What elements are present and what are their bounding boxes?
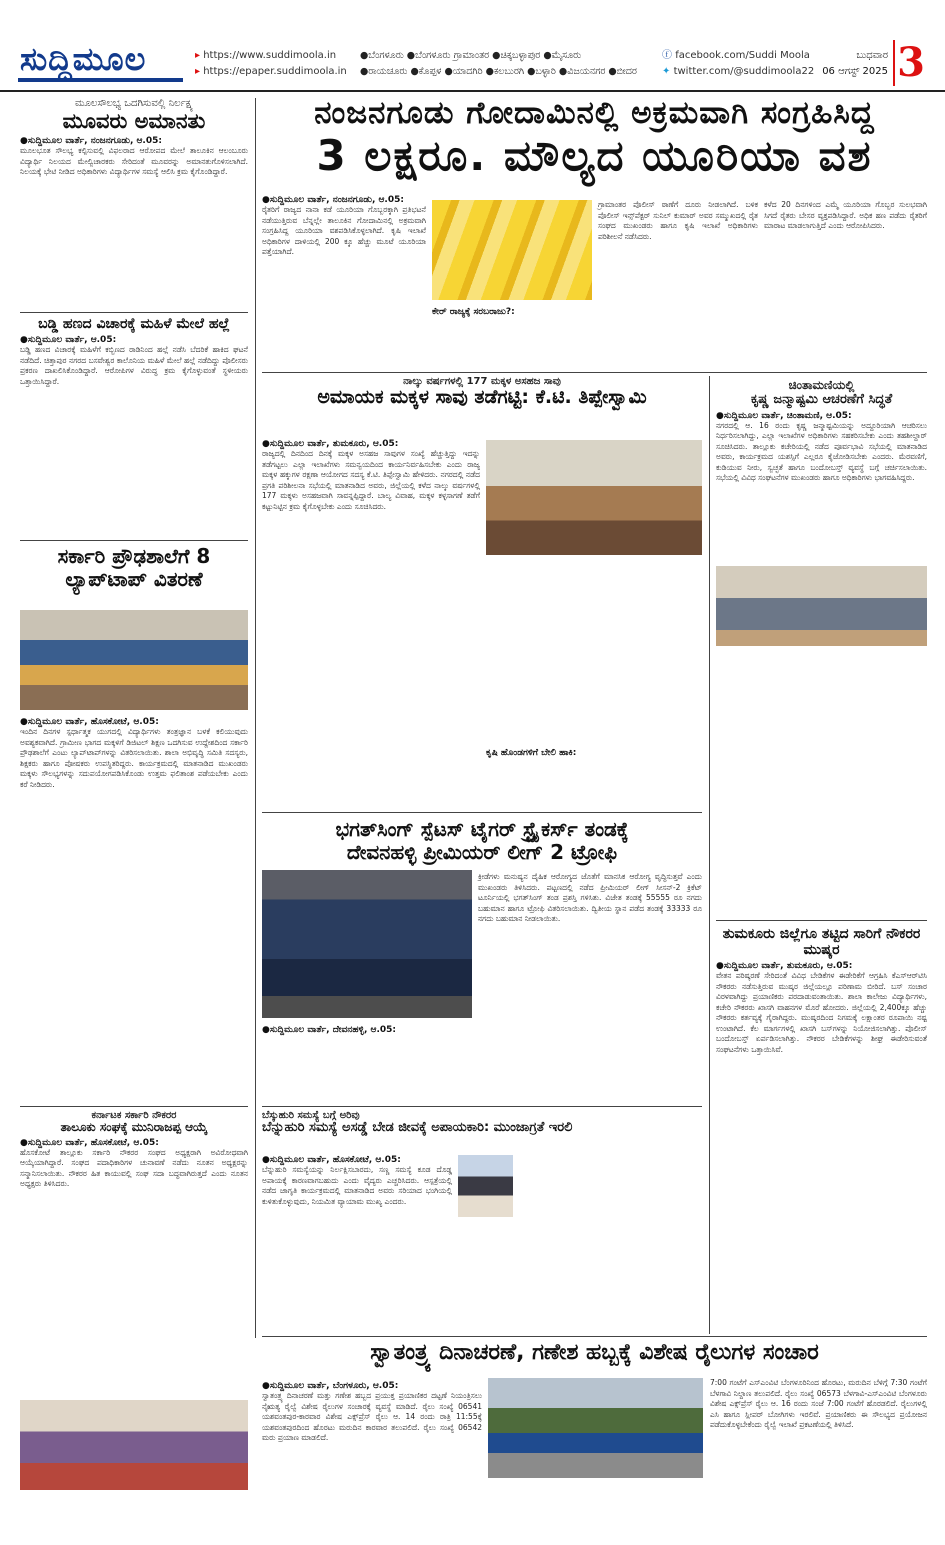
article-byline: ●ಸುದ್ದಿಮೂಲ ವಾರ್ತೆ, ಹೊಸಕೋಟೆ, ಆ.05:: [262, 1155, 401, 1165]
article-cricket-body: [478, 872, 702, 925]
urea-sacks-photo: [432, 200, 592, 300]
article-kicker: ಚಿಂತಾಮಣಿಯಲ್ಲಿ: [788, 378, 855, 392]
article-laptops-body: [20, 714, 248, 790]
article-headline: ಬಡ್ಡಿ ಹಣದ ವಿಚಾರಕ್ಕೆ ಮಹಿಳೆ ಮೇಲೆ ಹಲ್ಲೆ: [38, 316, 230, 332]
article-special-trains-body: [262, 1378, 482, 1444]
article-byline: ●ಸುದ್ದಿಮೂಲ ವಾರ್ತೆ, ನಂಜನಗೂಡು, ಆ.05:: [262, 195, 404, 205]
district-row: ●ಬೆಂಗಳೂರು ●ಬೆಂಗಳೂರು ಗ್ರಾಮಾಂತರ ●ಚಿಕ್ಕಬಳ್ಳಾಪುರ ●ಮೈಸೂರು: [360, 50, 582, 61]
article-child-deaths: [262, 376, 702, 409]
twitter-link[interactable]: twitter.com/@suddimoola22: [673, 66, 815, 77]
logo-underline: [18, 78, 183, 82]
divider: [262, 1106, 702, 1107]
article-spine-body: [262, 1152, 452, 1207]
facebook-link[interactable]: facebook.com/Suddi Moola: [675, 50, 810, 61]
lead-headline-line2: 3 ಲಕ್ಷರೂ. ಮೌಲ್ಯದ ಯೂರಿಯಾ ವಶ: [316, 130, 873, 180]
divider: [716, 920, 927, 921]
lead-story-headline: [262, 96, 927, 180]
article-byline: ●ಸುದ್ದಿಮೂಲ ವಾರ್ತೆ, ತುಮಕೂರು, ಆ.05:: [262, 439, 399, 449]
cricket-team-photo: [262, 870, 472, 1018]
district-editions: [360, 48, 650, 80]
article-body: ಬಡ್ಡಿ ಹಣದ ವಿಚಾರಕ್ಕೆ ಮಹಿಳೆಗೆ ಕಬ್ಬಿಣದ ರಾಡಿನಿಂದ ಹಲ್ಲೆ ನಡೆಸಿ ಬೆದರಿಕೆ ಹಾಕಿದ ಘಟನೆ ನಡೆದಿದೆ. ಚಿತ್ತಾಪುರ ನಗರದ ಬಸವೇಶ್ವರ ಕಾಲೊನಿಯ ಮಹಿಳೆ ಮೇಲೆ ಹಲ್ಲೆ ನಡೆದಿದ್ದು ಪೊಲೀಸರು ಪ್ರಕರಣ ದಾಖಲಿಸಿಕೊಂಡಿದ್ದಾರೆ. ಆರೋಪಿಗಳ ವಿರುದ್ಧ ಕ್ರಮ ಕೈಗೊಳ್ಳುವಂತೆ ಸ್ಥಳೀಯರು ಒತ್ತಾಯಿಸಿದ್ದಾರೆ.: [20, 345, 248, 386]
article-kicker: ನಾಲ್ಕು ವರ್ಷಗಳಲ್ಲಿ 177 ಮಕ್ಕಳ ಅಸಹಜ ಸಾವು: [403, 376, 561, 387]
article-body: ರಾಜ್ಯದಲ್ಲಿ ದಿನದಿಂದ ದಿನಕ್ಕೆ ಮಕ್ಕಳ ಅಸಹಜ ಸಾವುಗಳ ಸಂಖ್ಯೆ ಹೆಚ್ಚುತ್ತಿದ್ದು ಇದನ್ನು ತಡೆಗಟ್ಟಲು ಎಲ್ಲಾ ಇಲಾಖೆಗಳು ಸಮನ್ವಯದಿಂದ ಕಾರ್ಯನಿರ್ವಹಿಸಬೇಕು ಎಂದು ರಾಜ್ಯ ಮಕ್ಕಳ ಹಕ್ಕುಗಳ ರಕ್ಷಣಾ ಆಯೋಗದ ಸದಸ್ಯ ಕೆ.ಟಿ. ತಿಪ್ಪೇಸ್ವಾಮಿ ಹೇಳಿದರು. ನಗರದಲ್ಲಿ ನಡೆದ ಪ್ರಗತಿ ಪರಿಶೀಲನಾ ಸಭೆಯಲ್ಲಿ ಮಾತನಾಡಿದ ಅವರು, ಜಿಲ್ಲೆಯಲ್ಲಿ ಕಳೆದ ನಾಲ್ಕು ವರ್ಷಗಳಲ್ಲಿ 177 ಮಕ್ಕಳು ಅಸಹಜವಾಗಿ ಸಾವನ್ನಪ್ಪಿದ್ದಾರೆ. ಬಾಲ್ಯ ವಿವಾಹ, ಮಕ್ಕಳ ಕಳ್ಳಸಾಗಣೆ ತಡೆಗೆ ಕಟ್ಟುನಿಟ್ಟಿನ ಕ್ರಮ ಕೈಗೊಳ್ಳಬೇಕು ಎಂದು ಸೂಚಿಸಿದರು.: [262, 449, 480, 511]
article-cricket-byline: [262, 1022, 472, 1035]
article-laptops: [20, 545, 248, 591]
article-headline: ಸ್ವಾತಂತ್ರ್ಯ ದಿನಾಚರಣೆ, ಗಣೇಶ ಹಬ್ಬಕ್ಕೆ ವಿಶೇಷ ರೈಲುಗಳ ಸಂಚಾರ: [370, 1340, 819, 1365]
article-spine: [262, 1110, 702, 1136]
article-subhead: ಕೇರ್ ರಾಜ್ಯಕ್ಕೆ ಸರಬರಾಜು?:: [432, 307, 515, 317]
article-assault: [20, 316, 248, 387]
article-body: ಮೂಲಭೂತ ಸೌಲಭ್ಯ ಕಲ್ಪಿಸುವಲ್ಲಿ ವಿಫಲರಾದ ಆರೋಪದ ಮೇಲೆ ತಾಲೂಕಿನ ಆಲಂಬೂರು ವಿದ್ಯಾರ್ಥಿ ನಿಲಯದ ಮೇಲ್ವಿಚಾರಕರು ಸೇರಿದಂತೆ ಮೂವರನ್ನು ಅಮಾನತುಗೊಳಿಸಲಾಗಿದೆ. ನಿಲಯಕ್ಕೆ ಭೇಟಿ ನೀಡಿದ ಅಧಿಕಾರಿಗಳು ವಿದ್ಯಾರ್ಥಿಗಳ ಸಮಸ್ಯೆ ಆಲಿಸಿ ಕ್ರಮ ಕೈಗೊಂಡಿದ್ದಾರೆ.: [20, 146, 248, 177]
page-number: 3: [893, 40, 927, 86]
facebook-icon: ⓕ: [662, 50, 672, 61]
union-felicitation-photo: [20, 1400, 248, 1490]
article-kicker: ಬೆಸ್ಕುಹುರಿ ಸಮಸ್ಯೆ ಬಗ್ಗೆ ಅರಿವು: [262, 1110, 360, 1121]
article-headline: ಬೆನ್ನುಹುರಿ ಸಮಸ್ಯೆ ಅಸಡ್ಡೆ ಬೇಡ ಜೀವಕ್ಕೆ ಅಪಾಯಕಾರಿ: ಮುಂಜಾಗ್ರತೆ ಇರಲಿ: [262, 1120, 573, 1135]
article-headline-line2: ದೇವನಹಳ್ಳಿ ಪ್ರೀಮಿಯರ್ ಲೀಗ್ 2 ಟ್ರೋಫಿ: [346, 840, 618, 864]
article-cricket: [262, 818, 702, 864]
article-body: ಕ್ರೀಡೆಗಳು ಮನುಷ್ಯನ ದೈಹಿಕ ಆರೋಗ್ಯದ ಜೊತೆಗೆ ಮಾನಸಿಕ ಆರೋಗ್ಯ ವೃದ್ಧಿಸುತ್ತವೆ ಎಂದು ಮುಖಂಡರು ತಿಳಿಸಿದರು. ಪಟ್ಟಣದಲ್ಲಿ ನಡೆದ ಪ್ರೀಮಿಯರ್ ಲೀಗ್ ಸೀಸನ್-2 ಕ್ರಿಕೆಟ್ ಟೂರ್ನಿಯಲ್ಲಿ ಭಗತ್‌ಸಿಂಗ್ ತಂಡ ಪ್ರಶಸ್ತಿ ಗಳಿಸಿತು. ವಿಜೇತ ತಂಡಕ್ಕೆ 55555 ರೂ ನಗದು ಬಹುಮಾನ ಹಾಗೂ ಟ್ರೋಫಿ ವಿತರಿಸಲಾಯಿತು. ದ್ವಿತೀಯ ಸ್ಥಾನ ಪಡೆದ ತಂಡಕ್ಕೆ 33333 ರೂ ನಗದು ಬಹುಮಾನ ನೀಡಲಾಯಿತು.: [478, 872, 702, 923]
article-special-trains-body2: [710, 1378, 927, 1431]
divider: [20, 1106, 248, 1107]
article-subhead: ಕೃಷಿ ಹೊಂಡಗಳಿಗೆ ಬೇಲಿ ಹಾಕಿ:: [486, 748, 577, 758]
article-body: ಕಳೆದ 20 ದಿನಗಳಿಂದ ಎಮ್ಮೆ ಯೂರಿಯಾ ಗೊಬ್ಬರ ಸುಲಭವಾಗಿ ಸಿಗದೆ ರೈತರು ಬೇಸರ ವ್ಯಕ್ತಪಡಿಸಿದ್ದಾರೆ. ಅಧಿಕ ಹಣ ಪಡೆದು ರೈತರಿಗೆ ಮಾರಾಟ ಮಾಡಲಾಗುತ್ತಿದೆ ಎಂದು ಆರೋಪಿಸಿದರು.: [764, 200, 927, 230]
article-body: ಗ್ರಾಮಾಂತರ ಪೊಲೀಸ್ ಠಾಣೆಗೆ ದೂರು ನೀಡಲಾಗಿದೆ. ಬಳಿಕ ಪೊಲೀಸ್ ಇನ್ಸ್‌ಪೆಕ್ಟರ್ ಸುನಿಲ್ ಕುಮಾರ್ ಅವರ ಸಮ್ಮುಖದಲ್ಲಿ ರೈತ ಸಂಘದ ಮುಖಂಡರು ಹಾಗೂ ಕೃಷಿ ಇಲಾಖೆ ಅಧಿಕಾರಿಗಳು ಪರಿಶೀಲನೆ ನಡೆಸಿದರು.: [598, 200, 758, 241]
article-transport-strike: [716, 926, 927, 1055]
article-byline: ●ಸುದ್ದಿಮೂಲ ವಾರ್ತೆ, ಹೊಸಕೋಟೆ, ಆ.05:: [20, 1137, 159, 1148]
article-body: ಇಂದಿನ ದಿನಗಳ ಸ್ಪರ್ಧಾತ್ಮಕ ಯುಗದಲ್ಲಿ ವಿದ್ಯಾರ್ಥಿಗಳು ತಂತ್ರಜ್ಞಾನ ಬಳಕೆ ಕಲಿಯುವುದು ಅವಶ್ಯಕವಾಗಿದೆ. ಗ್ರಾಮೀಣ ಭಾಗದ ಮಕ್ಕಳಿಗೆ ಡಿಜಿಟಲ್ ಶಿಕ್ಷಣ ಒದಗಿಸುವ ಉದ್ದೇಶದಿಂದ ಸರ್ಕಾರಿ ಪ್ರೌಢಶಾಲೆಗೆ ಎಂಟು ಲ್ಯಾಪ್‌ಟಾಪ್‌ಗಳನ್ನು ವಿತರಿಸಲಾಯಿತು. ಶಾಲಾ ಅಭಿವೃದ್ಧಿ ಸಮಿತಿ ಸದಸ್ಯರು, ಶಿಕ್ಷಕರು ಹಾಗೂ ಪೋಷಕರು ಉಪಸ್ಥಿತರಿದ್ದರು. ಕಾರ್ಯಕ್ರಮದಲ್ಲಿ ಮಾತನಾಡಿದ ಮುಖಂಡರು ಮಕ್ಕಳು ಸೌಲಭ್ಯಗಳನ್ನು ಸದುಪಯೋಗಪಡಿಸಿಕೊಂಡು ಉತ್ತಮ ಫಲಿತಾಂಶ ಪಡೆಯಬೇಕು ಎಂದು ಕರೆ ನೀಡಿದರು.: [20, 727, 248, 789]
article-byline: ●ಸುದ್ದಿಮೂಲ ವಾರ್ತೆ, ತುಮಕೂರು, ಆ.05:: [716, 961, 853, 972]
article-union: [20, 1110, 248, 1190]
lead-story-col3: [598, 200, 758, 242]
article-headline-line1: ಭಗತ್‌ಸಿಂಗ್ ಸ್ಪೆಟಸ್ ಟೈಗರ್ ಸ್ಟ್ರೈಕರ್ಸ್ ತಂಡಕ್ಕೆ: [335, 817, 629, 841]
article-body: ವೇತನ ಪರಿಷ್ಕರಣೆ ಸೇರಿದಂತೆ ವಿವಿಧ ಬೇಡಿಕೆಗಳ ಈಡೇರಿಕೆಗೆ ಆಗ್ರಹಿಸಿ ಕೆಎಸ್ಆರ್‌ಟಿಸಿ ನೌಕರರು ನಡೆಸುತ್ತಿರುವ ಮುಷ್ಕರ ಜಿಲ್ಲೆಯಲ್ಲೂ ಪರಿಣಾಮ ಬೀರಿದೆ. ಬಸ್ ಸಂಚಾರ ವಿರಳವಾಗಿದ್ದು ಪ್ರಯಾಣಿಕರು ಪರದಾಡುವಂತಾಯಿತು. ಶಾಲಾ ಕಾಲೇಜು ವಿದ್ಯಾರ್ಥಿಗಳು, ಕಚೇರಿ ನೌಕರರು ಖಾಸಗಿ ವಾಹನಗಳ ಮೊರೆ ಹೋದರು. ಜಿಲ್ಲೆಯಲ್ಲಿ 2,400ಕ್ಕೂ ಹೆಚ್ಚು ನೌಕರರು ಕರ್ತವ್ಯಕ್ಕೆ ಗೈರಾಗಿದ್ದರು. ಮುಷ್ಕರದಿಂದ ನಿಗಮಕ್ಕೆ ಲಕ್ಷಾಂತರ ರೂಪಾಯಿ ನಷ್ಟ ಉಂಟಾಗಿದೆ. ಕೆಲ ಮಾರ್ಗಗಳಲ್ಲಿ ಖಾಸಗಿ ಬಸ್‌ಗಳನ್ನು ನಿಯೋಜಿಸಲಾಗಿತ್ತು. ಪೊಲೀಸ್ ಬಂದೋಬಸ್ತ್ ಏರ್ಪಡಿಸಲಾಗಿತ್ತು. ನೌಕರರ ಬೇಡಿಕೆಗಳನ್ನು ಶೀಘ್ರ ಈಡೇರಿಸುವಂತೆ ಸಂಘಟನೆಗಳು ಒತ್ತಾಯಿಸಿವೆ.: [716, 971, 927, 1054]
divider: [20, 312, 248, 313]
article-byline: ●ಸುದ್ದಿಮೂಲ ವಾರ್ತೆ, ಹೊಸಕೋಟೆ, ಆ.05:: [20, 717, 159, 727]
article-headline: ತುಮಕೂರು ಜಿಲ್ಲೆಗೂ ತಟ್ಟಿದ ಸಾರಿಗೆ ನೌಕರರ ಮುಷ್ಕರ: [722, 926, 921, 959]
article-byline: ●ಸುದ್ದಿಮೂಲ ವಾರ್ತೆ, ಬೆಂಗಳೂರು, ಆ.05:: [262, 1381, 399, 1391]
article-body: ಹೊಸಕೋಟೆ ತಾಲ್ಲೂಕು ಸರ್ಕಾರಿ ನೌಕರರ ಸಂಘದ ಅಧ್ಯಕ್ಷರಾಗಿ ಅವಿರೋಧವಾಗಿ ಆಯ್ಕೆಯಾಗಿದ್ದಾರೆ. ಸಂಘದ ಪದಾಧಿಕಾರಿಗಳ ಚುನಾವಣೆ ನಡೆದು ನೂತನ ಅಧ್ಯಕ್ಷರನ್ನು ಸನ್ಮಾನಿಸಲಾಯಿತು. ನೌಕರರ ಹಿತ ಕಾಯುವಲ್ಲಿ ಸಂಘ ಸದಾ ಬದ್ಧವಾಗಿರುತ್ತದೆ ಎಂದು ನೂತನ ಅಧ್ಯಕ್ಷರು ತಿಳಿಸಿದರು.: [20, 1147, 248, 1189]
divider: [20, 540, 248, 541]
column-divider: [255, 98, 256, 1338]
article-kicker: ಕರ್ನಾಟಕ ಸರ್ಕಾರಿ ನೌಕರರ: [91, 1110, 177, 1121]
trains-photo: [488, 1378, 703, 1478]
article-byline: ●ಸುದ್ದಿಮೂಲ ವಾರ್ತೆ, ದೇವನಹಳ್ಳಿ, ಆ.05:: [262, 1025, 396, 1035]
article-byline: ●ಸುದ್ದಿಮೂಲ ವಾರ್ತೆ, ಚಿಂತಾಮಣಿ, ಆ.05:: [716, 410, 852, 421]
article-headline: ಮೂವರು ಅಮಾನತು: [62, 109, 206, 133]
newspaper-logo: ಸುದ್ದಿಮೂಲ: [20, 40, 147, 78]
school-event-photo: [20, 610, 248, 710]
district-row: ●ರಾಯಚೂರು ●ಕೊಪ್ಪಳ ●ಯಾದಗಿರಿ ●ಕಲಬುರಗಿ ●ಬಳ್ಳಾರಿ ●ವಿಜಯನಗರ ●ಬೀದರ: [360, 66, 637, 77]
lead-story-col2: [432, 304, 592, 318]
issue-date-text: 06 ಆಗಸ್ಟ್ 2025: [822, 66, 888, 77]
article-headline: ಕೃಷ್ಣ ಜನ್ಮಾಷ್ಟಮಿ ಆಚರಣೆಗೆ ಸಿದ್ಧತೆ: [750, 392, 893, 407]
article-body: ಬೆನ್ನುಹುರಿ ಸಮಸ್ಯೆಯನ್ನು ನಿರ್ಲಕ್ಷಿಸಬಾರದು, ಸಣ್ಣ ಸಮಸ್ಯೆ ಕೂಡ ದೊಡ್ಡ ಅಪಾಯಕ್ಕೆ ಕಾರಣವಾಗಬಹುದು ಎಂದು ವೈದ್ಯರು ಎಚ್ಚರಿಸಿದರು. ಆಸ್ಪತ್ರೆಯಲ್ಲಿ ನಡೆದ ಜಾಗೃತಿ ಕಾರ್ಯಕ್ರಮದಲ್ಲಿ ಮಾತನಾಡಿದ ಅವರು ಸರಿಯಾದ ಭಂಗಿಯಲ್ಲಿ ಕುಳಿತುಕೊಳ್ಳುವುದು, ನಿಯಮಿತ ವ್ಯಾಯಾಮ ಮುಖ್ಯ ಎಂದರು.: [262, 1165, 452, 1206]
article-janmashtami: [716, 378, 927, 484]
issue-date: [818, 48, 888, 80]
social-links: [662, 48, 814, 80]
preparation-meeting-photo: [716, 566, 927, 646]
lead-story-col4: [764, 200, 927, 232]
twitter-icon: ✦: [662, 66, 671, 77]
article-headline: ಸರ್ಕಾರಿ ಪ್ರೌಢಶಾಲೆಗೆ 8 ಲ್ಯಾಪ್‌ಟಾಪ್ ವಿತರಣೆ: [57, 544, 211, 591]
doctor-portrait-photo: [458, 1155, 513, 1217]
article-body: ಸ್ವಾತಂತ್ರ್ಯ ದಿನಾಚರಣೆ ಮತ್ತು ಗಣೇಶ ಹಬ್ಬದ ಪ್ರಯುಕ್ತ ಪ್ರಯಾಣಿಕರ ದಟ್ಟಣೆ ನಿಯಂತ್ರಿಸಲು ನೈಋತ್ಯ ರೈಲ್ವೆ ವಿಶೇಷ ರೈಲುಗಳ ಸಂಚಾರಕ್ಕೆ ವ್ಯವಸ್ಥೆ ಮಾಡಿದೆ. ರೈಲು ಸಂಖ್ಯೆ 06541 ಯಶವಂತಪುರ-ಕಾರವಾರ ವಿಶೇಷ ಎಕ್ಸ್‌ಪ್ರೆಸ್ ರೈಲು ಆ. 14 ರಂದು ರಾತ್ರಿ 11:55ಕ್ಕೆ ಯಶವಂತಪುರದಿಂದ ಹೊರಟು ಮರುದಿನ ಕಾರವಾರ ತಲುಪಲಿದೆ. ರೈಲು ಸಂಖ್ಯೆ 06542 ಮರು ಪ್ರಯಾಣ ಮಾಡಲಿದೆ.: [262, 1391, 482, 1442]
article-suspension: [20, 98, 248, 178]
lead-story-col1: [262, 192, 426, 258]
column-divider: [709, 376, 710, 1334]
article-kicker: ಮೂಲಸೌಲಭ್ಯ ಒದಗಿಸುವಲ್ಲಿ ನಿರ್ಲಕ್ಷ್ಯ: [75, 98, 193, 109]
lead-headline-line1: ನಂಜನಗೂಡು ಗೋದಾಮಿನಲ್ಲಿ ಅಕ್ರಮವಾಗಿ ಸಂಗ್ರಹಿಸಿದ್ದ: [314, 95, 875, 131]
article-child-deaths-body: [262, 436, 480, 512]
article-special-trains: [262, 1340, 927, 1365]
epaper-link[interactable]: https://epaper.suddimoola.in: [203, 66, 347, 77]
article-body: 7:00 ಗಂಟೆಗೆ ಎಸ್‌ಎಂವಿಟಿ ಬೆಂಗಳೂರಿನಿಂದ ಹೊರಟು, ಮರುದಿನ ಬೆಳಿಗ್ಗೆ 7:30 ಗಂಟೆಗೆ ಬೆಳಗಾವಿ ನಿಲ್ದಾಣ ತಲುಪಲಿದೆ. ರೈಲು ಸಂಖ್ಯೆ 06573 ಬೆಳಗಾವಿ-ಎಸ್‌ಎಂವಿಟಿ ಬೆಂಗಳೂರು ವಿಶೇಷ ಎಕ್ಸ್‌ಪ್ರೆಸ್ ರೈಲು ಆ. 16 ರಂದು ಸಂಜೆ 7:00 ಗಂಟೆಗೆ ಹೊರಡಲಿದೆ. ರೈಲುಗಳಲ್ಲಿ ಎಸಿ ಹಾಗೂ ಸ್ಲೀಪರ್ ಬೋಗಿಗಳು ಇರಲಿವೆ. ಪ್ರಯಾಣಿಕರು ಈ ಸೌಲಭ್ಯದ ಪ್ರಯೋಜನ ಪಡೆದುಕೊಳ್ಳಬೇಕೆಂದು ರೈಲ್ವೆ ಇಲಾಖೆ ಪ್ರಕಟಣೆಯಲ್ಲಿ ತಿಳಿಸಿದೆ.: [710, 1378, 927, 1429]
meeting-photo: [486, 440, 702, 555]
article-headline: ಅಮಾಯಕ ಮಕ್ಕಳ ಸಾವು ತಡೆಗಟ್ಟಿ: ಕೆ.ಟಿ. ತಿಪ್ಪೇಸ್ವಾಮಿ: [317, 386, 647, 408]
article-child-deaths-sub: [486, 745, 702, 759]
website-links: ▸ https://www.suddimoola.in ▸ https://epaper.suddimoola.in: [195, 50, 347, 77]
article-body: ನಗರದಲ್ಲಿ ಆ. 16 ರಂದು ಕೃಷ್ಣ ಜನ್ಮಾಷ್ಟಮಿಯನ್ನು ಅದ್ದೂರಿಯಾಗಿ ಆಚರಿಸಲು ನಿರ್ಧರಿಸಲಾಗಿದ್ದು, ಎಲ್ಲಾ ಇಲಾಖೆಗಳ ಅಧಿಕಾರಿಗಳು ಸಹಕರಿಸಬೇಕು ಎಂದು ತಹಶೀಲ್ದಾರ್ ಸೂಚಿಸಿದರು. ತಾಲ್ಲೂಕು ಕಚೇರಿಯಲ್ಲಿ ನಡೆದ ಪೂರ್ವಭಾವಿ ಸಭೆಯಲ್ಲಿ ಮಾತನಾಡಿದ ಅವರು, ಕಾರ್ಯಕ್ರಮದ ಯಶಸ್ಸಿಗೆ ಎಲ್ಲರೂ ಕೈಜೋಡಿಸಬೇಕು ಎಂದರು. ಮೆರವಣಿಗೆ, ಕುಡಿಯುವ ನೀರು, ಸ್ವಚ್ಛತೆ ಹಾಗೂ ಬಂದೋಬಸ್ತ್ ವ್ಯವಸ್ಥೆ ಬಗ್ಗೆ ಚರ್ಚಿಸಲಾಯಿತು. ಸಭೆಯಲ್ಲಿ ವಿವಿಧ ಸಂಘಟನೆಗಳ ಮುಖಂಡರು ಹಾಗೂ ಅಧಿಕಾರಿಗಳು ಭಾಗವಹಿಸಿದ್ದರು.: [716, 420, 927, 483]
article-byline: ●ಸುದ್ದಿಮೂಲ ವಾರ್ತೆ, ಆ.05:: [20, 335, 117, 346]
issue-day: ಬುಧವಾರ: [856, 50, 888, 61]
divider: [262, 372, 927, 373]
divider: [262, 1336, 927, 1337]
website-link[interactable]: https://www.suddimoola.in: [203, 50, 337, 61]
divider: [262, 812, 702, 813]
article-byline: ●ಸುದ್ದಿಮೂಲ ವಾರ್ತೆ, ನಂಜನಗೂಡು, ಆ.05:: [20, 136, 162, 147]
article-headline: ತಾಲೂಕು ಸಂಘಕ್ಕೆ ಮುನಿರಾಜಪ್ಪ ಆಯ್ಕೆ: [60, 1120, 208, 1134]
article-body: ರೈತರಿಗೆ ರಾಜ್ಯದ ನಾನಾ ಕಡೆ ಯೂರಿಯಾ ಗೊಬ್ಬರಕ್ಕಾಗಿ ಪ್ರತಿಭಟನೆ ನಡೆಯುತ್ತಿರುವ ಬೆನ್ನಲ್ಲೇ ತಾಲೂಕಿನ ಗೋದಾಮಿನಲ್ಲಿ ಅಕ್ರಮವಾಗಿ ಸಂಗ್ರಹಿಸಿದ್ದ ಯೂರಿಯಾ ವಶಪಡಿಸಿಕೊಳ್ಳಲಾಗಿದೆ. ಕೃಷಿ ಇಲಾಖೆ ಅಧಿಕಾರಿಗಳ ದಾಳಿಯಲ್ಲಿ 200 ಕ್ಕೂ ಹೆಚ್ಚು ಮೂಟೆ ಯೂರಿಯಾ ಪತ್ತೆಯಾಗಿದೆ.: [262, 205, 426, 256]
masthead: [0, 0, 945, 92]
